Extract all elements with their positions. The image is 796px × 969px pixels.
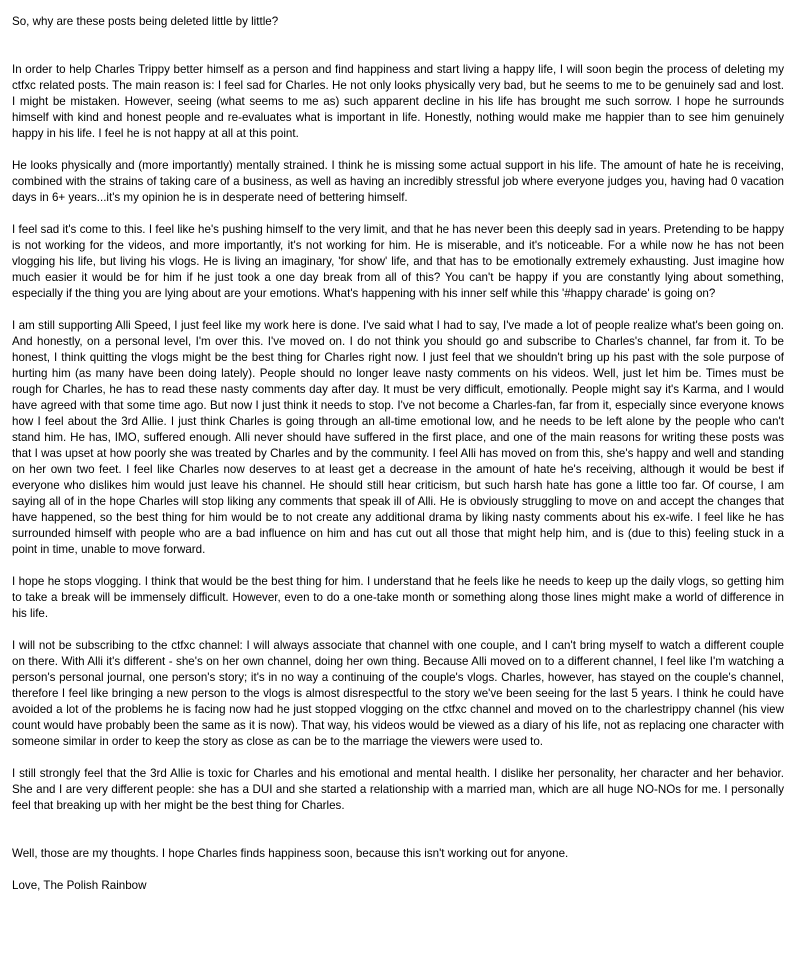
signature: Love, The Polish Rainbow [12, 879, 147, 892]
paragraph: I still strongly feel that the 3rd Allie is toxic for Charles and his emotional and mental health. I dislike her personality, her character and her behavior. She and I are very different people: she has a DUI and she started a relationship with a married man, which are all huge NO-NOs for me. I personally feel that breaking up with her might be the best thing for Charles. [12, 767, 784, 812]
closing-paragraph: Well, those are my thoughts. I hope Charles finds happiness soon, because this isn't working out for anyone. [12, 847, 569, 860]
paragraph: He looks physically and (more importantly) mentally strained. I think he is missing some actual support in his life. The amount of hate he is receiving, combined with the strains of taking care of a business, as well as having an incredibly stressful job where everyone judges you, having had 0 vacation days in 6+ years...it's my opinion he is in desperate need of bettering himself. [12, 159, 784, 204]
paragraph: I am still supporting Alli Speed, I just feel like my work here is done. I've said what I had to say, I've made a lot of people realize what's been going on. And honestly, on a personal level, I'm over this. I've moved on. I do not think you should go and subscribe to Charles's channel, far from it. To be honest, I think quitting the vlogs might be the best thing for Charles right now. I just feel that we shouldn't bring up his past with the sole purpose of hurting him (as many have been doing lately). People should no longer leave nasty comments on his videos. Well, just let him be. Times must be rough for Charles, he has to read these nasty comments day after day. It must be very difficult, emotionally. People might say it's Karma, and I would have agreed with that some time ago. But now I just think it needs to stop. I've not become a Charles-fan, far from it, especially since everyone knows how I feel about the 3rd Allie. I just think Charles is going through an all-time emotional low, and he needs to be left alone by the people who can't stand him. He has, IMO, suffered enough. Alli never should have suffered in the first place, and one of the main reasons for writing these posts was that I was upset at how poorly she was treated by Charles and by the community. I feel Alli has moved on from this, she's happy and well and standing on her own two feet. I feel like Charles now deserves to at least get a decrease in the amount of hate he's receiving, although it would be best if everyone who dislikes him would just leave his channel. He should still hear criticism, but such harsh hate has gone a little too far. Of course, I am saying all of in the hope Charles will stop liking any comments that speak ill of Alli. He is obviously struggling to move on and accept the changes that have happened, so the best thing for him would be to not create any additional drama by liking nasty comments about his ex-wife. I feel like he has surrounded himself with people who are a bad influence on him and has cut out all those that might help him, and is (due to this) feeling stuck in a point in time, unable to move forward. [12, 319, 784, 556]
paragraph: I will not be subscribing to the ctfxc channel: I will always associate that channel with one couple, and I can't bring myself to watch a different couple on there. With Alli it's different - she's on her own channel, doing her own thing. Because Alli moved on to a different channel, I feel like I'm watching a person's personal journal, one person's story; it's in no way a continuing of the couple's vlogs. Charles, however, has stayed on the couple's channel, therefore I feel like bringing a new person to the vlogs is almost disrespectful to the story we've been seeing for the last 5 years. I think he could have avoided a lot of the problems he is facing now had he just stopped vlogging on the ctfxc channel and moved on to the charlestrippy channel (his view count would have probably been the same as it is now). That way, his videos would be viewed as a diary of his life, not as replacing one character with someone similar in order to keep the story as close as can be to the marriage the viewers were used to. [12, 639, 784, 748]
paragraph: I hope he stops vlogging. I think that would be the best thing for him. I understand that he feels like he needs to keep up the daily vlogs, so getting him to take a break will be immensely difficult. However, even to do a one-take month or something along those lines might make a world of difference in his life. [12, 575, 784, 620]
paragraph: I feel sad it's come to this. I feel like he's pushing himself to the very limit, and that he has never been this deeply sad in years. Pretending to be happy is not working for the videos, and more importantly, it's not working for him. He is miserable, and it's noticeable. For a while now he has not been vlogging his life, but living his vlogs. He is living an imaginary, 'for show' life, and that has to be emotionally extremely exhausting. Just imagine how much easier it would be for him if he just took a one day break from all of this? You can't be happy if you are constantly lying about something, especially if the thing you are lying about are your emotions. What's happening with his inner self while this '#happy charade' is going on? [12, 223, 784, 300]
paragraph: In order to help Charles Trippy better himself as a person and find happiness and start living a happy life, I will soon begin the process of deleting my ctfxc related posts. The main reason is: I feel sad for Charles. He not only looks physically very bad, but he seems to me to be genuinely sad and lost. I might be mistaken. However, seeing (what seems to me as) such apparent decline in his life has brought me such sorrow. I hope he surrounds himself with kind and honest people and re-evaluates what is important in life. Honestly, nothing would make me happier than to see him genuinely happy in his life. I feel he is not happy at all at this point. [12, 63, 784, 140]
post-title: So, why are these posts being deleted little by little? [12, 15, 279, 28]
